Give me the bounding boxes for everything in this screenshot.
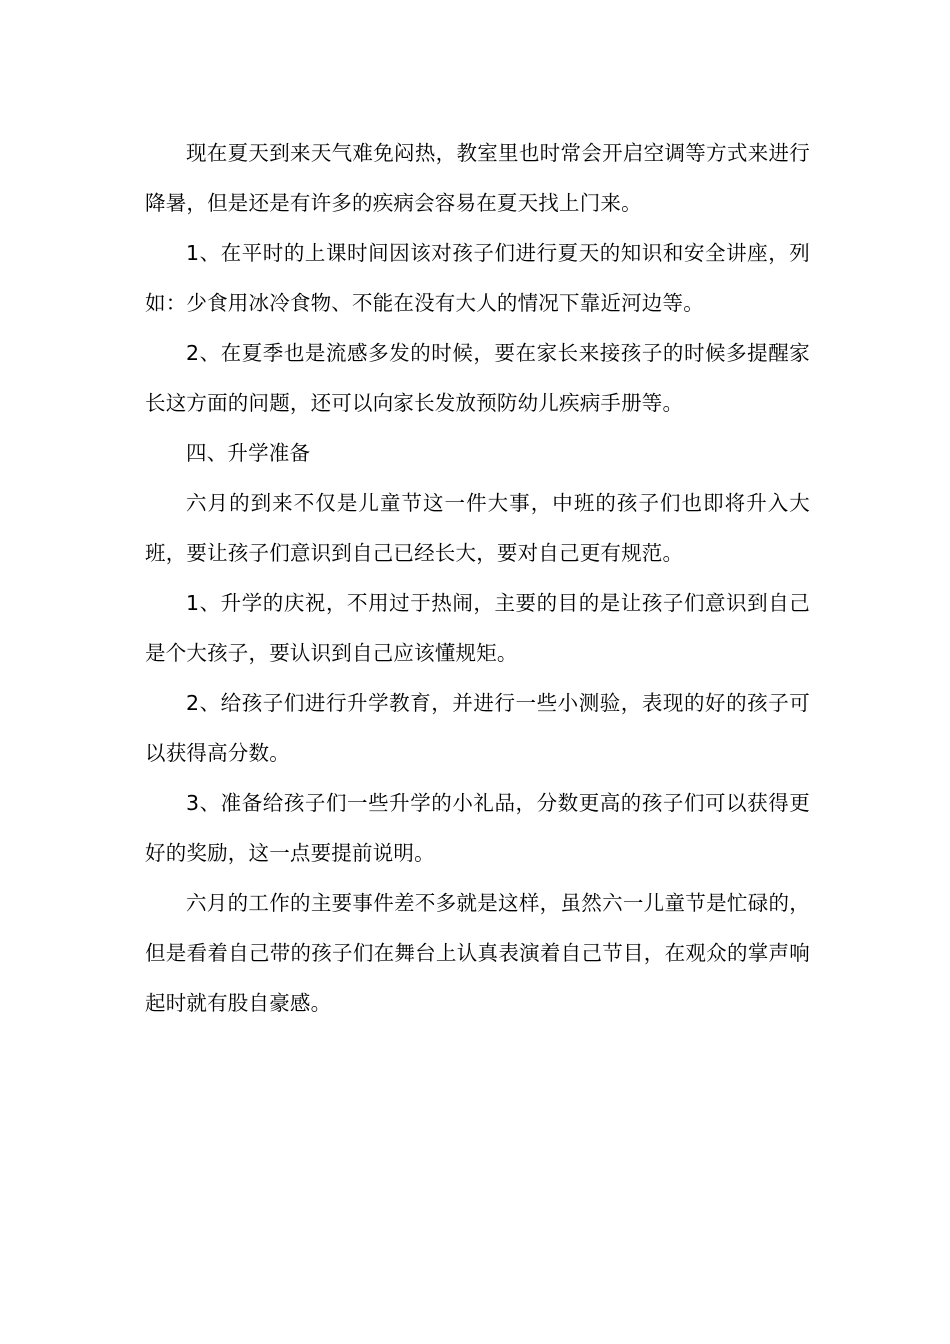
paragraph-flu-reminder: 2、在夏季也是流感多发的时候，要在家长来接孩子的时候多提醒家长这方面的问题，还可以向家长发放预防幼儿疾病手册等。: [145, 341, 810, 415]
paragraph-conclusion: 六月的工作的主要事件差不多就是这样，虽然六一儿童节是忙碌的，但是看着自己带的孩子们在舞台上认真表演着自己节目，在观众的掌声响起时就有股自豪感。: [145, 891, 810, 1015]
paragraph-education: 2、给孩子们进行升学教育，并进行一些小测验，表现的好的孩子可以获得高分数。: [145, 691, 810, 765]
paragraph-summer-intro: 现在夏天到来天气难免闷热，教室里也时常会开启空调等方式来进行降暑，但是还是有许多的疾病会容易在夏天找上门来。: [145, 141, 810, 215]
paragraph-celebration: 1、升学的庆祝，不用过于热闹，主要的目的是让孩子们意识到自己是个大孩子，要认识到自己应该懂规矩。: [145, 591, 810, 665]
section-heading: 四、升学准备: [186, 441, 311, 465]
document-body: [145, 128, 810, 1028]
paragraph-safety-lecture: 1、在平时的上课时间因该对孩子们进行夏天的知识和安全讲座，列如：少食用冰冷食物、不能在没有大人的情况下靠近河边等。: [145, 241, 810, 315]
paragraph-promotion-intro: 六月的到来不仅是儿童节这一件大事，中班的孩子们也即将升入大班，要让孩子们意识到自己已经长大，要对自己更有规范。: [145, 491, 810, 565]
paragraph-gifts: 3、准备给孩子们一些升学的小礼品，分数更高的孩子们可以获得更好的奖励，这一点要提前说明。: [145, 791, 810, 865]
